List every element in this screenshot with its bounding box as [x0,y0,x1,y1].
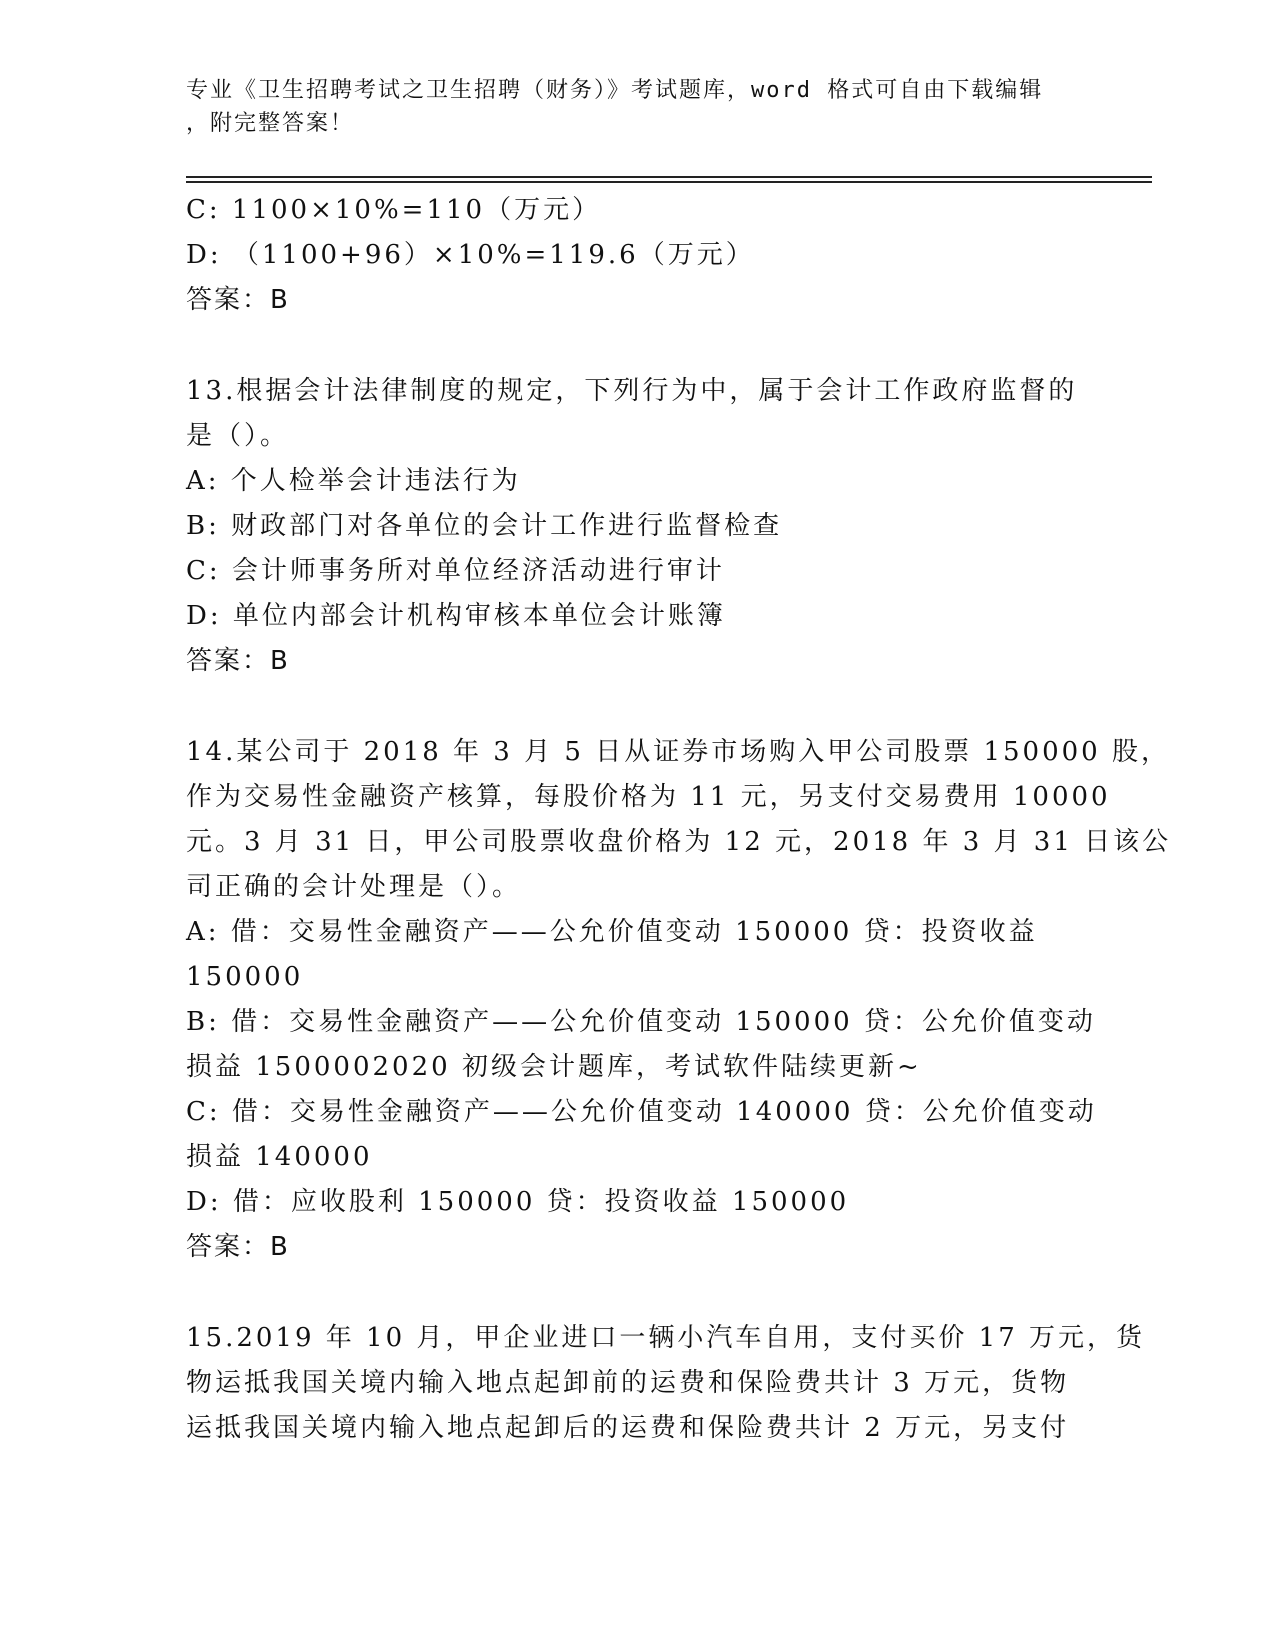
option-a-continued: 150000 [186,962,304,992]
question-stem-line: 物运抵我国关境内输入地点起卸前的运费和保险费共计 3 万元，货物 [186,1368,1070,1398]
spacer [186,323,1086,369]
option-a: A: 借：交易性金融资产——公允价值变动 150000 贷：投资收益 [186,917,1038,947]
spacer [186,684,1086,730]
header-rule-bottom [186,181,1152,183]
question-stem-line: 是（）。 [186,421,290,451]
question-stem-line: 13.根据会计法律制度的规定，下列行为中，属于会计工作政府监督的 [186,376,1078,406]
question-14 [186,730,1172,1270]
option-d: D: （1100+96）×10%=119.6（万元） [186,240,755,270]
option-d: D: 借：应收股利 150000 贷：投资收益 150000 [186,1187,850,1217]
question-13 [186,369,1086,684]
question-stem-line: 司正确的会计处理是（）。 [186,872,522,902]
question-12-tail [186,188,1086,323]
document-header [186,74,1066,140]
header-line-2: ，附完整答案！ [186,111,355,136]
option-a: A: 个人检举会计违法行为 [186,466,521,496]
answer-line: 答案：B [186,285,290,315]
option-b-continued: 损益 1500002020 初级会计题库，考试软件陆续更新~ [186,1052,922,1082]
answer-line: 答案：B [186,1232,290,1262]
option-d: D: 单位内部会计机构审核本单位会计账簿 [186,601,726,631]
option-c: C: 借：交易性金融资产——公允价值变动 140000 贷：公允价值变动 [186,1097,1097,1127]
option-b: B: 财政部门对各单位的会计工作进行监督检查 [186,511,783,541]
answer-line: 答案：B [186,646,290,676]
question-15 [186,1316,1146,1451]
question-stem-line: 15.2019 年 10 月，甲企业进口一辆小汽车自用，支付买价 17 万元，货 [186,1323,1146,1353]
question-stem-line: 元。3 月 31 日，甲公司股票收盘价格为 12 元，2018 年 3 月 31 日该公 [186,827,1172,857]
document-body [186,188,1172,1451]
question-stem-line: 作为交易性金融资产核算，每股价格为 11 元，另支付交易费用 10000 [186,782,1111,812]
question-stem-line: 运抵我国关境内输入地点起卸后的运费和保险费共计 2 万元，另支付 [186,1413,1070,1443]
option-c: C: 会计师事务所对单位经济活动进行审计 [186,556,725,586]
option-c: C: 1100×10%=110（万元） [186,195,602,225]
spacer [186,1270,1086,1316]
header-rule-top [186,176,1152,178]
option-c-continued: 损益 140000 [186,1142,373,1172]
question-stem-line: 14.某公司于 2018 年 3 月 5 日从证券市场购入甲公司股票 150000 股， [186,737,1170,767]
option-b: B: 借：交易性金融资产——公允价值变动 150000 贷：公允价值变动 [186,1007,1096,1037]
header-line-1: 专业《卫生招聘考试之卫生招聘（财务）》考试题库，word 格式可自由下载编辑 [186,78,1044,103]
